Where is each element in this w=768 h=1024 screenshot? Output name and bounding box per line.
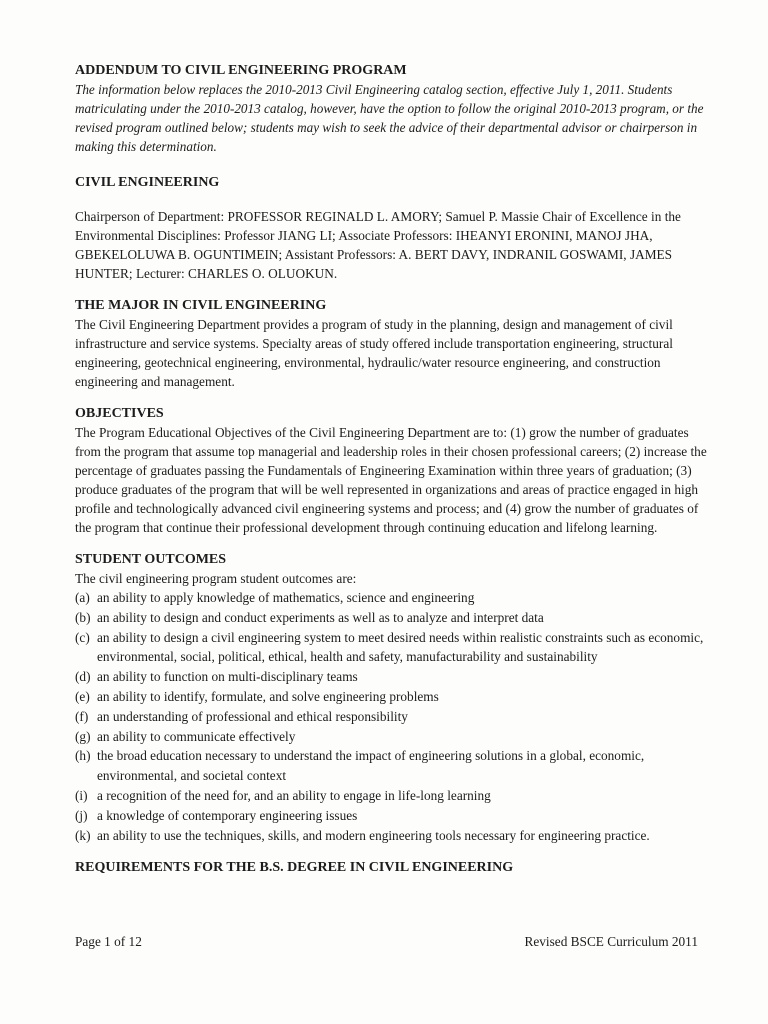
outcome-label: (c) [75, 629, 90, 645]
outcome-label: (k) [75, 827, 91, 843]
outcome-item [75, 667, 708, 687]
objectives-text: The Program Educational Objectives of the Civil Engineering Department are to: (1) grow the number of graduates from the program that assume top managerial and leadership roles in their chosen professional careers; (2) increase the percentage of graduates passing the Fundamentals of Engineering Examination within three years of graduation; (3) produce graduates of the program that will be well represented in organizations and areas of practice engaged in high profile and technologically advanced civil engineering systems and process; and (4) grow the number of graduates of the program that continue their professional development through continuing education and lifelong learning. [75, 425, 707, 535]
outcome-item [75, 588, 708, 608]
outcome-item [75, 608, 708, 628]
major-description: The Civil Engineering Department provides a program of study in the planning, design and management of civil infrastructure and service systems. Specialty areas of study offered include transportation engineering, structural engineering, geotechnical engineering, environmental, hydraulic/water resource engineering, and construction engineering and management. [75, 317, 673, 389]
addendum-heading: ADDENDUM TO CIVIL ENGINEERING PROGRAM [75, 63, 407, 78]
objectives-heading: OBJECTIVES [75, 406, 164, 421]
outcome-label: (b) [75, 609, 91, 625]
outcome-text: a knowledge of contemporary engineering issues [97, 807, 358, 823]
outcomes-heading: STUDENT OUTCOMES [75, 552, 227, 567]
outcome-text: an ability to design and conduct experiments as well as to analyze and interpret data [97, 609, 544, 625]
outcomes-intro: The civil engineering program student outcomes are: [75, 571, 357, 586]
outcome-text: an ability to apply knowledge of mathematics, science and engineering [97, 590, 475, 605]
outcome-text: an ability to identify, formulate, and solve engineering problems [97, 688, 439, 704]
outcome-text: an understanding of professional and ethical responsibility [97, 708, 408, 724]
outcome-text: a recognition of the need for, and an ability to engage in life-long learning [97, 787, 491, 803]
outcomes-list [75, 588, 708, 845]
outcome-item [75, 727, 708, 747]
outcome-item [75, 687, 708, 707]
outcome-text: an ability to use the techniques, skills, and modern engineering tools necessary for engineering practice. [97, 827, 650, 843]
outcome-label: (j) [75, 807, 88, 823]
outcome-item [75, 628, 708, 668]
department-heading: CIVIL ENGINEERING [75, 175, 220, 190]
outcome-label: (d) [75, 669, 91, 685]
outcome-label: (g) [75, 728, 91, 744]
addendum-note: The information below replaces the 2010-2013 Civil Engineering catalog section, effective July 1, 2011. Students matriculating under the 2010-2013 catalog, however, have the option to follow the original 2010-2013 program, or the revised program outlined below; students may wish to seek the advice of their departmental advisor or chairperson in making this determination. [75, 82, 704, 154]
outcome-text: an ability to design a civil engineering system to meet desired needs within realistic constraints such as economic, environmental, social, political, ethical, health and safety, manufacturability and sustainability [97, 629, 704, 665]
outcome-text: an ability to communicate effectively [97, 728, 296, 744]
page-number: Page 1 of 12 [75, 934, 142, 949]
outcome-item [75, 707, 708, 727]
outcome-text: the broad education necessary to understand the impact of engineering solutions in a global, economic, environmental, and societal context [97, 748, 645, 784]
outcome-item [75, 786, 708, 806]
major-heading: THE MAJOR IN CIVIL ENGINEERING [75, 298, 327, 313]
requirements-heading: REQUIREMENTS FOR THE B.S. DEGREE IN CIVIL ENGINEERING [75, 860, 514, 876]
outcome-label: (e) [75, 688, 90, 704]
outcome-item [75, 806, 708, 826]
outcome-item [75, 826, 708, 846]
page-footer [75, 934, 698, 950]
faculty-listing: Chairperson of Department: PROFESSOR REGINALD L. AMORY; Samuel P. Massie Chair of Excellence in the Environmental Disciplines: Professor JIANG LI; Associate Professors: IHEANYI ERONINI, MANOJ JHA, GBEKELOLUWA B. OGUNTIMEIN; Assistant Professors: A. BERT DAVY, INDRANIL GOSWAMI, JAMES HUNTER; Lecturer: CHARLES O. OLUOKUN. [75, 209, 681, 281]
outcome-label: (i) [75, 787, 88, 803]
outcome-item [75, 746, 708, 786]
outcome-label: (f) [75, 708, 89, 724]
outcome-label: (h) [75, 748, 91, 764]
revision-note: Revised BSCE Curriculum 2011 [524, 934, 698, 949]
outcome-label: (a) [75, 590, 90, 605]
outcome-text: an ability to function on multi-disciplinary teams [97, 669, 358, 685]
